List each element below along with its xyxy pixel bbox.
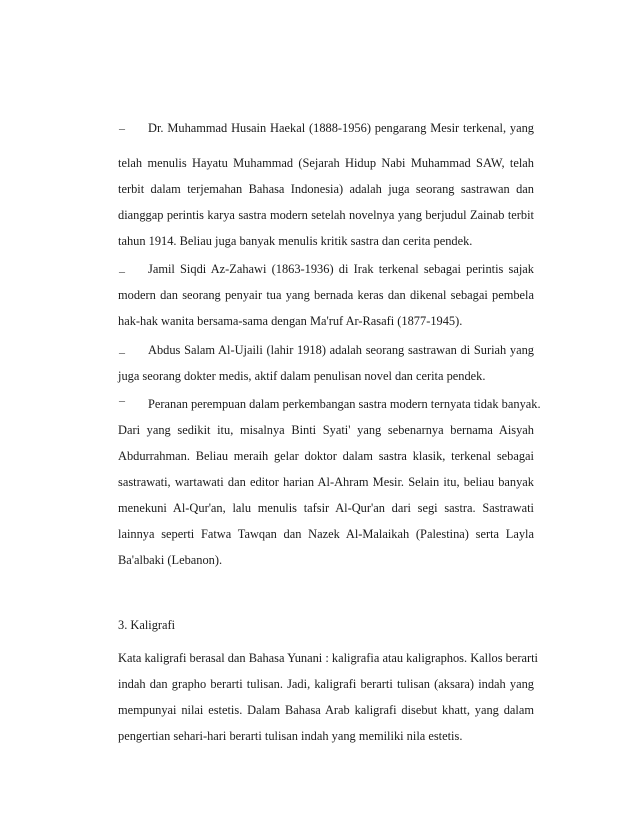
bullet-mark: – (119, 345, 125, 359)
section-line-3: mempunyai nilai estetis. Dalam Bahasa Arab kaligrafi disebut khatt, yang dalam (118, 703, 534, 717)
paragraph-2-line-3: hak-hak wanita bersama-sama dengan Ma'ruf Ar-Rasafi (1877-1945). (118, 314, 463, 328)
bullet-mark: – (119, 393, 125, 407)
paragraph-2-line-2: modern dan seorang penyair tua yang bernada keras dan dikenal sebagai pembela (118, 288, 534, 302)
paragraph-4-line-4: sastrawati, wartawati dan editor harian Al-Ahram Mesir. Selain itu, beliau banyak (118, 475, 534, 489)
paragraph-1-line-3: terbit dalam terjemahan Bahasa Indonesia) adalah juga seorang sastrawan dan (118, 182, 534, 196)
section-line-1: Kata kaligrafi berasal dan Bahasa Yunani : kaligrafia atau kaligraphos. Kallos berarti (118, 651, 538, 665)
paragraph-4-line-7: Ba'albaki (Lebanon). (118, 553, 223, 567)
paragraph-1-line-1: Dr. Muhammad Husain Haekal (1888-1956) pengarang Mesir terkenal, yang (148, 121, 534, 135)
paragraph-4-line-3: Abdurrahman. Beliau meraih gelar doktor dalam sastra klasik, terkenal sebagai (118, 449, 534, 463)
paragraph-3-line-1: Abdus Salam Al-Ujaili (lahir 1918) adalah seorang sastrawan di Suriah yang (148, 343, 534, 357)
section-line-4: pengertian sehari-hari berarti tulisan indah yang memiliki nila estetis. (118, 729, 463, 743)
bullet-mark: – (119, 264, 125, 278)
paragraph-4-line-5: menekuni Al-Qur'an, lalu menulis tafsir Al-Qur'an dari segi sastra. Sastrawati (118, 501, 534, 515)
section-line-2: indah dan grapho berarti tulisan. Jadi, kaligrafi berarti tulisan (aksara) indah yang (118, 677, 534, 691)
paragraph-4-line-1: Peranan perempuan dalam perkembangan sastra modern ternyata tidak banyak. (148, 397, 541, 411)
bullet-mark: – (119, 121, 125, 135)
paragraph-2-line-1: Jamil Siqdi Az-Zahawi (1863-1936) di Irak terkenal sebagai perintis sajak (148, 262, 534, 276)
paragraph-4-line-2: Dari yang sedikit itu, misalnya Binti Syati' yang sebenarnya bernama Aisyah (118, 423, 534, 437)
paragraph-4-line-6: lainnya seperti Fatwa Tawqan dan Nazek Al-Malaikah (Palestina) serta Layla (118, 527, 534, 541)
paragraph-1-line-2: telah menulis Hayatu Muhammad (Sejarah Hidup Nabi Muhammad SAW, telah (118, 156, 534, 170)
section-heading: 3. Kaligrafi (118, 618, 176, 632)
paragraph-1-line-5: tahun 1914. Beliau juga banyak menulis kritik sastra dan cerita pendek. (118, 234, 473, 248)
paragraph-1-line-4: dianggap perintis karya sastra modern setelah novelnya yang berjudul Zainab terbit (118, 208, 534, 222)
paragraph-3-line-2: juga seorang dokter medis, aktif dalam penulisan novel dan cerita pendek. (118, 369, 486, 383)
